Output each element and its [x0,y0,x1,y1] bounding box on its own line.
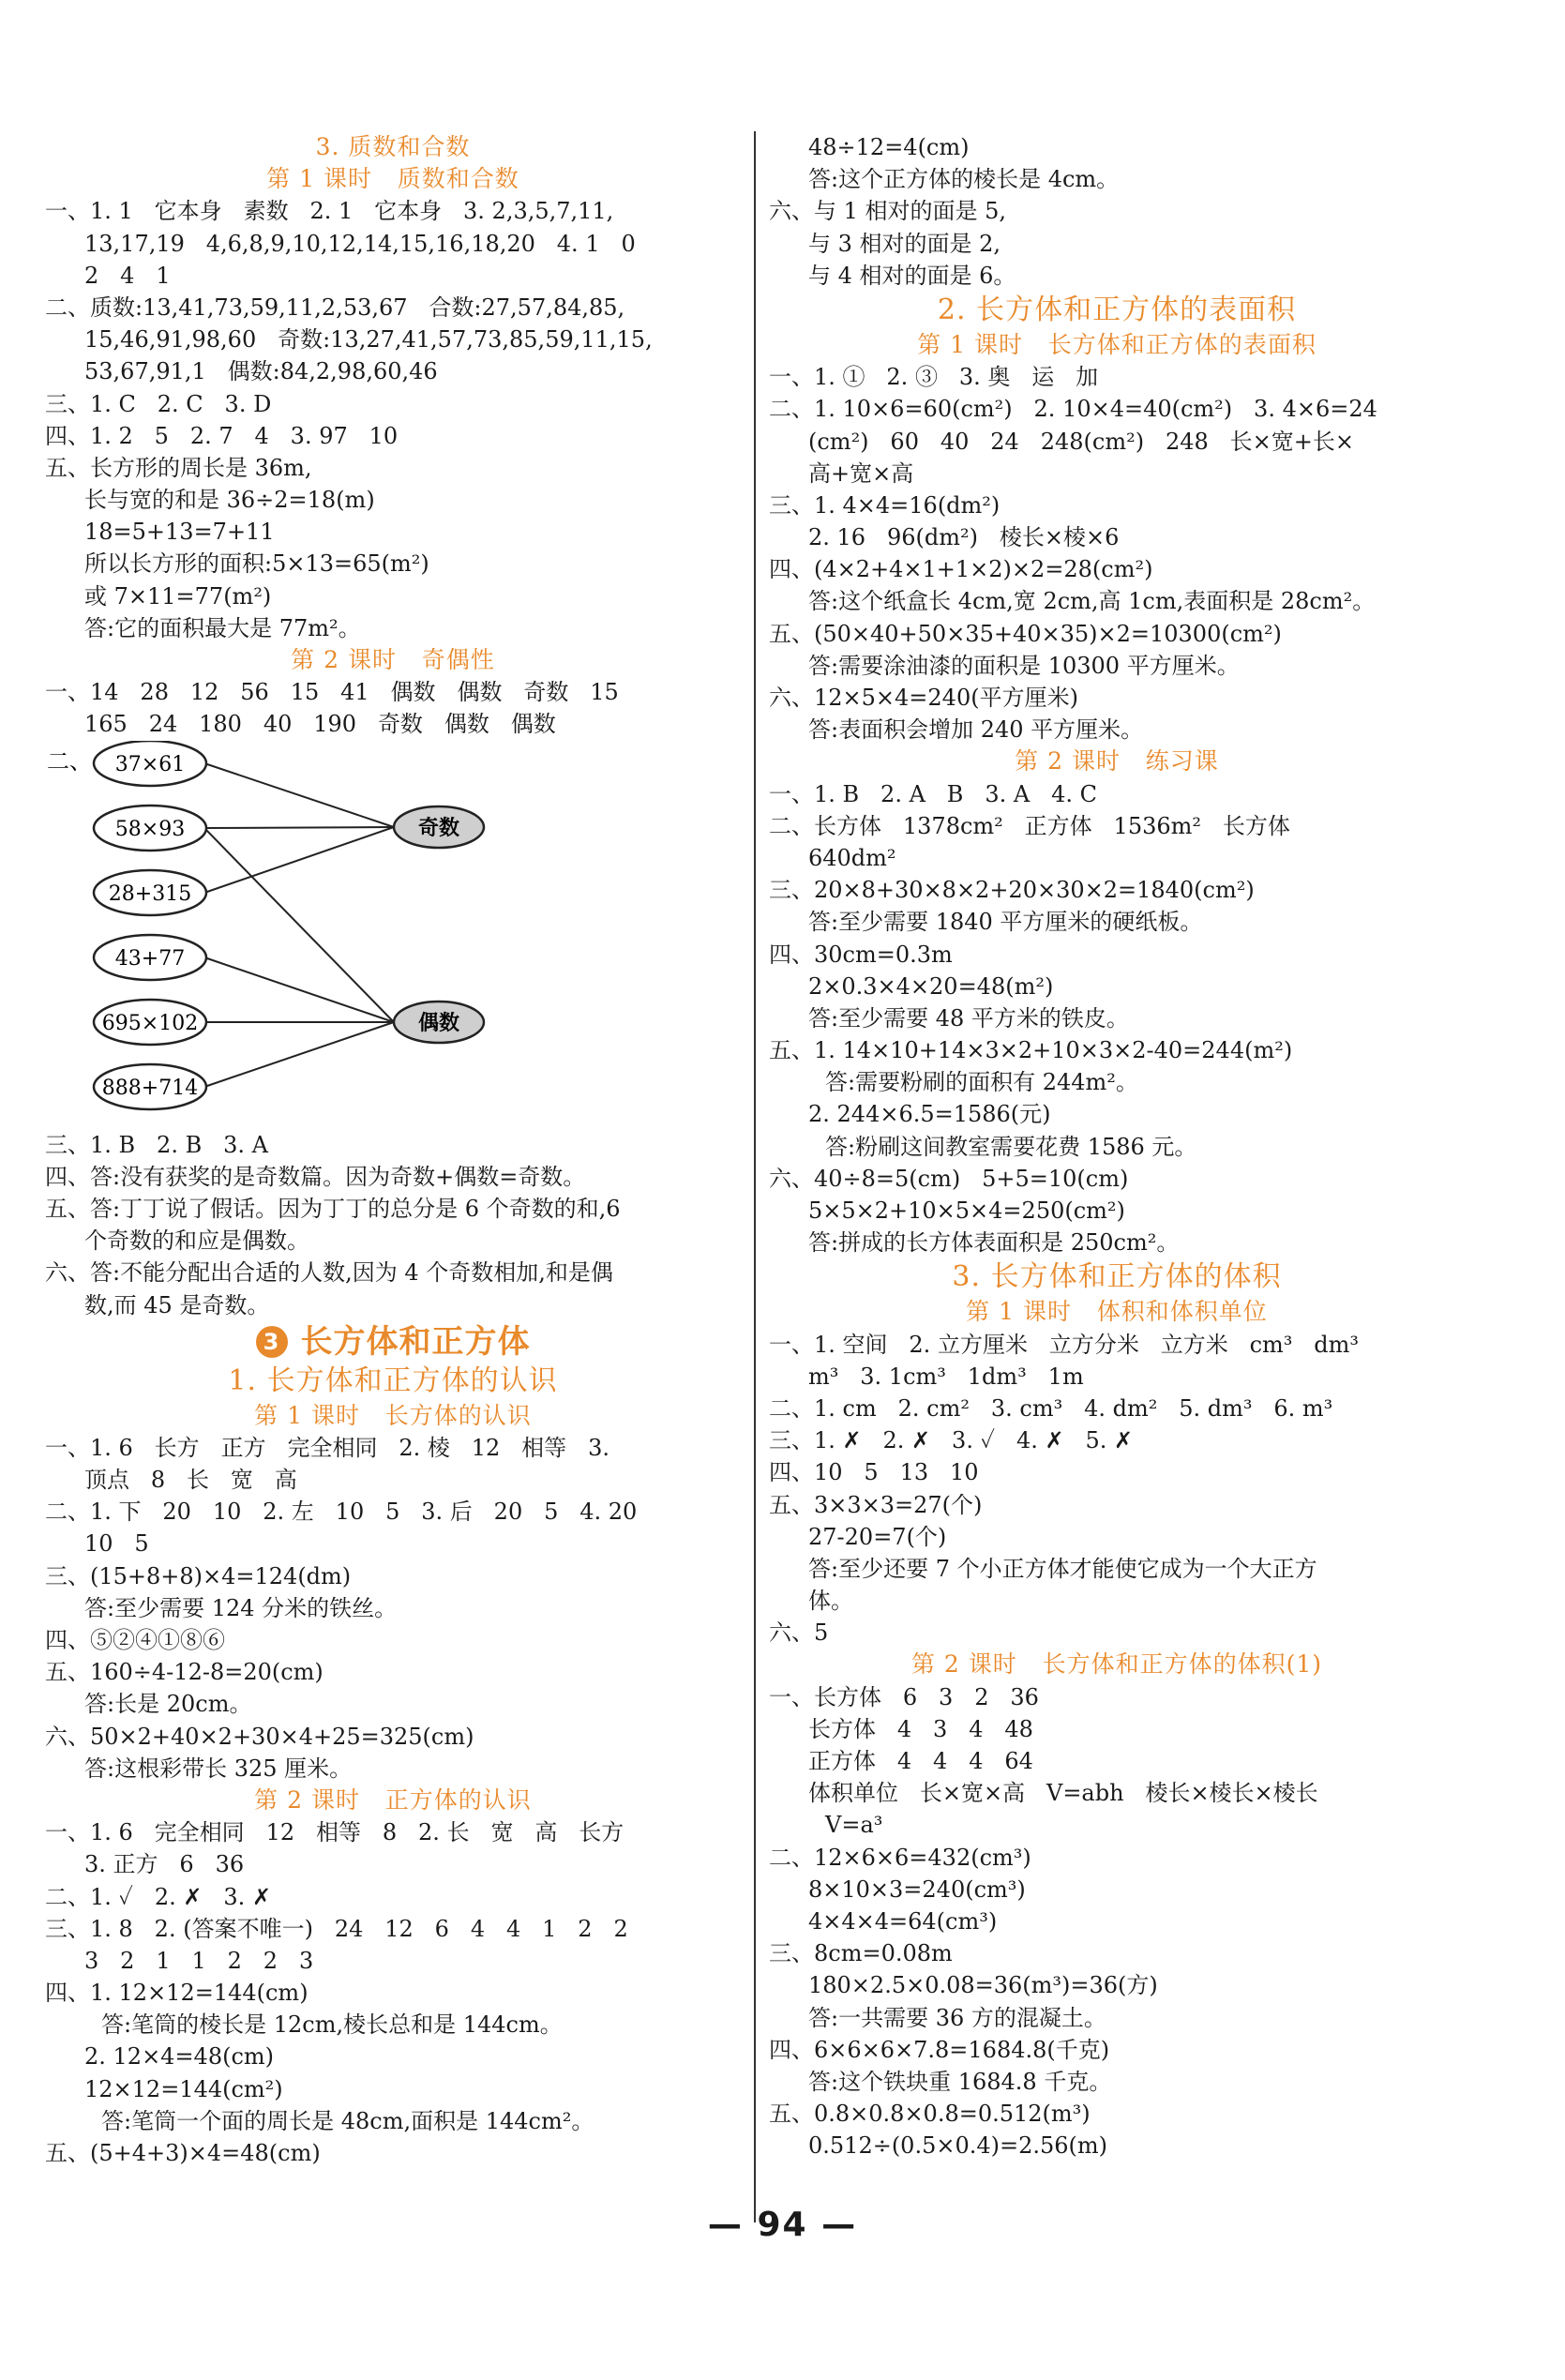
section-heading: 1. 长方体和正方体的认识 [228,1363,558,1397]
answer-line: 答:长是 20cm。 [84,1691,252,1718]
answer-line: 180×2.5×0.08=36(m³)=36(方) [808,1972,1158,1999]
diagram-label: 二、 [47,747,92,775]
answer-line: 六、12×5×4=240(平方厘米) [769,685,1078,711]
answer-line: 与 3 相对的面是 2, [808,230,1001,257]
expression-label: 58×93 [114,817,186,841]
answer-line: 二、质数:13,41,73,59,11,2,53,67 合数:27,57,84,85, [45,294,625,321]
answer-line: 答:这个正方体的棱长是 4cm。 [808,166,1120,193]
answer-line: 答:这根彩带长 325 厘米。 [84,1755,353,1782]
answer-line: 4×4×4=64(cm³) [808,1907,998,1935]
answer-line: 答:笔筒一个面的周长是 48cm,面积是 144cm²。 [101,2107,594,2134]
answer-line: 15,46,91,98,60 奇数:13,27,41,57,73,85,59,11,15, [84,326,653,354]
answer-line: V=a³ [825,1812,883,1839]
answer-line: 3 2 1 1 2 2 3 [84,1947,314,1974]
expression-label: 43+77 [114,946,186,971]
section-heading: 第 2 课时 练习课 [1015,747,1219,776]
expression-label: 695×102 [101,1011,199,1035]
answer-line: 2 4 1 [84,262,171,289]
answer-line: 答:拼成的长方体表面积是 250cm²。 [808,1229,1180,1257]
expression-label: 28+315 [108,881,192,906]
connection-line [204,763,394,827]
answer-line: 640dm² [808,844,896,871]
answer-line: 三、1. B 2. B 3. A [45,1131,268,1158]
answer-line: 三、1. 8 2. (答案不唯一) 24 12 6 4 4 1 2 2 [45,1915,628,1942]
answer-line: 答:它的面积最大是 77m²。 [84,614,361,641]
answer-line: 四、1. 2 5 2. 7 4 3. 97 10 [45,422,399,449]
answer-line: m³ 3. 1cm³ 1dm³ 1m [808,1363,1084,1390]
expression-oval [94,1064,206,1109]
answer-line: 五、(5+4+3)×4=48(cm) [45,2140,321,2166]
answer-line: 四、⑤②④①⑧⑥ [45,1627,225,1653]
answer-line: 答:这个纸盒长 4cm,宽 2cm,高 1cm,表面积是 28cm²。 [808,588,1376,615]
answer-line: 2. 12×4=48(cm) [84,2043,275,2071]
answer-line: 五、160÷4-12-8=20(cm) [45,1659,324,1686]
right-column [769,131,1465,2162]
answer-line: 答:一共需要 36 方的混凝土。 [808,2004,1106,2031]
parity-oval [394,1002,484,1043]
column-divider [754,131,756,2222]
answer-line: 一、1. 空间 2. 立方厘米 立方分米 立方米 cm³ dm³ [769,1331,1360,1358]
answer-line: 五、0.8×0.8×0.8=0.512(m³) [769,2101,1091,2128]
unit-title-text: 长方体和正方体 [300,1322,531,1361]
answer-line: 一、1. B 2. A B 3. A 4. C [769,780,1097,807]
connection-line [204,827,394,893]
answer-line: 答:表面积会增加 240 平方厘米。 [808,716,1144,744]
answer-line: 四、6×6×6×7.8=1684.8(千克) [769,2036,1110,2063]
parity-label: 奇数 [417,816,460,840]
answer-line: 12×12=144(cm²) [84,2075,283,2102]
answer-line: 一、1. 6 长方 正方 完全相同 2. 棱 12 相等 3. [45,1434,609,1461]
connection-line [204,827,394,828]
answer-line: 三、1. ✗ 2. ✗ 3. ✓ 4. ✗ 5. ✗ [769,1427,1134,1454]
answer-line: 体积单位 长×宽×高 V=abh 棱长×棱长×棱长 [808,1780,1318,1807]
answer-line: (cm²) 60 40 24 248(cm²) 248 长×宽+长× [808,428,1354,455]
section-heading: 第 1 课时 长方体和正方体的表面积 [917,330,1317,358]
answer-line: 一、1. 1 它本身 素数 2. 1 它本身 3. 2,3,5,7,11, [45,198,614,225]
answer-line: 个奇数的和应是偶数。 [84,1228,309,1255]
answer-line: 六、5 [769,1619,829,1647]
answer-line: 53,67,91,1 偶数:84,2,98,60,46 [84,358,438,385]
answer-line: 四、答:没有获奖的是奇数篇。因为奇数+偶数=奇数。 [45,1163,586,1190]
answer-line: 与 4 相对的面是 6。 [808,262,1016,289]
section-heading: 3. 质数和合数 [315,133,471,160]
answer-line: 165 24 180 40 190 奇数 偶数 偶数 [84,711,556,738]
answer-line: 一、14 28 12 56 15 41 偶数 偶数 奇数 15 [45,679,619,706]
answer-line: 一、1. 6 完全相同 12 相等 8 2. 长 宽 高 长方 [45,1819,624,1846]
answer-line: 六、50×2+40×2+30×4+25=325(cm) [45,1723,474,1750]
answer-line: 四、10 5 13 10 [769,1459,979,1486]
answer-line: 体。 [808,1588,853,1615]
answer-line: 三、8cm=0.08m [769,1940,953,1967]
answer-line: 48÷12=4(cm) [808,134,970,160]
answer-line: 四、30cm=0.3m [769,941,953,968]
expression-oval [94,806,206,851]
answer-line: 三、20×8+30×8×2+20×30×2=1840(cm²) [769,877,1255,904]
expression-oval [94,741,206,786]
answer-line: 2. 244×6.5=1586(元) [808,1101,1051,1128]
page-number: — 94 — [707,2206,858,2244]
answer-line: 二、长方体 1378cm² 正方体 1536m² 长方体 [769,812,1290,839]
answer-line: 18=5+13=7+11 [84,519,275,546]
answer-line: 10 5 [84,1530,149,1558]
answer-line: 3. 正方 6 36 [84,1851,245,1878]
answer-line: 长方体 4 3 4 48 [808,1715,1033,1742]
answer-line: 顶点 8 长 宽 高 [84,1467,297,1494]
answer-line: 13,17,19 4,6,8,9,10,12,14,15,16,18,20 4. 1 0 [84,230,636,257]
unit-title [45,1321,741,1363]
section-heading: 第 2 课时 奇偶性 [291,646,495,673]
expression-label: 888+714 [101,1076,199,1100]
section-heading: 第 2 课时 正方体的认识 [254,1785,532,1814]
answer-line: 8×10×3=240(cm³) [808,1875,1026,1903]
answer-line: 5×5×2+10×5×4=250(cm²) [808,1198,1125,1224]
answer-line: 五、3×3×3=27(个) [769,1491,983,1518]
answer-line: 三、1. C 2. C 3. D [45,390,272,417]
answer-line: 五、长方形的周长是 36m, [45,454,312,481]
expression-label: 37×61 [114,752,186,776]
section-heading: 第 1 课时 质数和合数 [266,165,519,193]
answer-line: 三、1. 4×4=16(dm²) [769,491,1001,519]
answer-line: 2×0.3×4×20=48(m²) [808,972,1054,1000]
answer-line: 五、答:丁丁说了假话。因为丁丁的总分是 6 个奇数的和,6 [45,1195,621,1222]
answer-line: 答:笔筒的棱长是 12cm,棱长总和是 144cm。 [101,2011,563,2039]
answer-line: 五、1. 14×10+14×3×2+10×3×2-40=244(m²) [769,1037,1293,1064]
answer-line: 五、(50×40+50×35+40×35)×2=10300(cm²) [769,620,1282,647]
answer-line: 或 7×11=77(m²) [84,582,272,610]
answer-line: 二、1. 10×6=60(cm²) 2. 10×4=40(cm²) 3. 4×6=24 [769,396,1377,423]
section-heading: 3. 长方体和正方体的体积 [952,1260,1282,1294]
answer-line: 正方体 4 4 4 64 [808,1748,1033,1774]
answer-line: 长与宽的和是 36÷2=18(m) [84,487,375,514]
answer-line: 高+宽×高 [808,459,914,487]
answer-line: 一、长方体 6 3 2 36 [769,1683,1039,1710]
answer-line: 答:至少需要 124 分米的铁丝。 [84,1594,398,1621]
connection-line [204,957,394,1022]
answer-line: 六、与 1 相对的面是 5, [769,198,1007,225]
answer-line: 答:至少需要 1840 平方厘米的硬纸板。 [808,909,1203,936]
section-heading: 第 2 课时 长方体和正方体的体积(1) [910,1650,1323,1679]
answer-line: 答:至少还要 7 个小正方体才能使它成为一个大正方 [808,1555,1317,1582]
answer-line: 答:这个铁块重 1684.8 千克。 [808,2068,1112,2095]
answer-line: 六、40÷8=5(cm) 5+5=10(cm) [769,1165,1129,1192]
expression-oval [94,935,206,980]
answer-line: 二、1. 下 20 10 2. 左 10 5 3. 后 20 5 4. 20 [45,1499,638,1526]
answer-line: 二、12×6×6=432(cm³) [769,1844,1031,1871]
answer-line: 四、1. 12×12=144(cm) [45,1980,308,2007]
answer-line: 二、1. ✓ 2. ✗ 3. ✗ [45,1883,272,1910]
answer-line: 一、1. ① 2. ③ 3. 奥 运 加 [769,364,1099,391]
answer-line: 四、(4×2+4×1+1×2)×2=28(cm²) [769,556,1153,583]
answer-line: 答:粉刷这间教室需要花费 1586 元。 [825,1133,1197,1160]
answer-line: 数,而 45 是奇数。 [84,1291,270,1318]
answer-line: 六、答:不能分配出合适的人数,因为 4 个奇数相加,和是偶 [45,1259,613,1287]
answer-line: 27-20=7(个) [808,1523,947,1550]
connection-line [204,1022,394,1087]
answer-line: 0.512÷(0.5×0.4)=2.56(m) [808,2132,1108,2160]
answer-line: 二、1. cm 2. cm² 3. cm³ 4. dm² 5. dm³ 6. m³ [769,1394,1333,1422]
answer-line: 所以长方形的面积:5×13=65(m²) [84,550,429,578]
answer-line: 三、(15+8+8)×4=124(dm) [45,1562,352,1589]
connection-line [204,828,394,1022]
section-heading: 2. 长方体和正方体的表面积 [937,293,1297,326]
matching-diagram-svg [45,741,741,1129]
parity-label: 偶数 [417,1011,460,1035]
expression-oval [94,870,206,915]
expression-oval [94,1000,206,1045]
left-column [45,131,741,2169]
answer-line: 答:需要涂油漆的面积是 10300 平方厘米。 [808,652,1240,679]
answer-line: 答:至少需要 48 平方米的铁皮。 [808,1004,1129,1032]
parity-oval [394,806,484,848]
unit-number-badge: 3 [256,1326,288,1358]
answer-line: 2. 16 96(dm²) 棱长×棱×6 [808,524,1120,551]
matching-diagram [45,741,741,1129]
answer-line: 答:需要粉刷的面积有 244m²。 [825,1069,1138,1096]
section-heading: 第 1 课时 体积和体积单位 [966,1298,1268,1326]
section-heading: 第 1 课时 长方体的认识 [254,1401,532,1429]
